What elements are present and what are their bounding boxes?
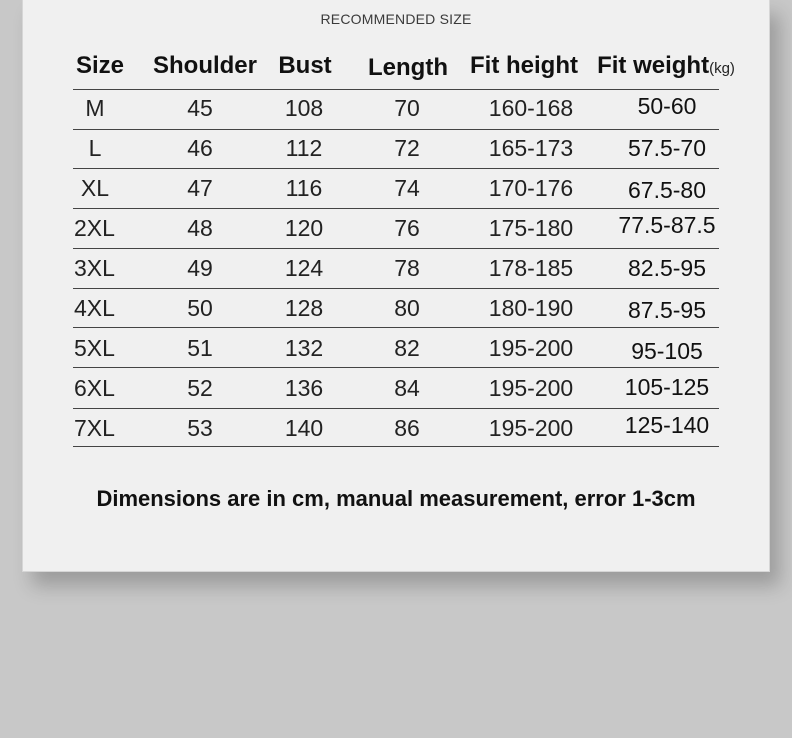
cell-length: 78 xyxy=(394,255,420,281)
cell-fit-height: 175-180 xyxy=(488,215,574,241)
cell-fit-height: 178-185 xyxy=(488,255,574,281)
cell-fit-height: 195-200 xyxy=(488,415,574,441)
cell-length: 72 xyxy=(394,135,420,161)
cell-length: 80 xyxy=(394,295,420,321)
cell-length: 76 xyxy=(394,215,420,241)
row-divider xyxy=(73,408,719,409)
cell-length: 70 xyxy=(394,95,420,121)
cell-bust: 116 xyxy=(285,175,323,201)
header-shoulder: Shoulder xyxy=(152,52,258,79)
cell-fit-height: 195-200 xyxy=(488,335,574,361)
cell-fit-weight: 87.5-95 xyxy=(627,297,707,323)
cell-fit-weight: 50-60 xyxy=(637,93,697,119)
cell-bust: 136 xyxy=(284,375,324,401)
cell-size: M xyxy=(85,95,105,121)
cell-fit-weight: 105-125 xyxy=(624,374,710,400)
cell-fit-weight: 57.5-70 xyxy=(627,135,707,161)
cell-bust: 120 xyxy=(284,215,324,241)
cell-shoulder: 51 xyxy=(187,335,213,361)
cell-bust: 140 xyxy=(284,415,324,441)
header-length: Length xyxy=(368,54,448,81)
cell-bust: 132 xyxy=(284,335,324,361)
cell-shoulder: 49 xyxy=(187,255,213,281)
cell-size: 6XL xyxy=(74,375,115,401)
cell-fit-height: 195-200 xyxy=(488,375,574,401)
cell-size: 2XL xyxy=(74,215,115,241)
cell-fit-weight: 67.5-80 xyxy=(627,177,707,203)
row-divider xyxy=(73,288,719,289)
header-fit-height: Fit height xyxy=(470,52,578,79)
cell-fit-weight: 77.5-87.5 xyxy=(618,212,716,238)
cell-fit-height: 160-168 xyxy=(488,95,574,121)
header-fit-weight-unit: (kg) xyxy=(709,60,735,77)
header-bust: Bust xyxy=(278,52,332,79)
row-divider xyxy=(73,129,719,130)
header-fit-weight xyxy=(597,52,735,80)
header-size: Size xyxy=(75,52,125,79)
cell-shoulder: 45 xyxy=(187,95,213,121)
cell-shoulder: 53 xyxy=(187,415,213,441)
cell-fit-height: 165-173 xyxy=(488,135,574,161)
measurement-footnote: Dimensions are in cm, manual measurement, error 1-3cm xyxy=(96,486,696,511)
cell-fit-weight: 125-140 xyxy=(624,412,710,438)
row-divider xyxy=(73,168,719,169)
cell-size: 4XL xyxy=(74,295,115,321)
cell-shoulder: 52 xyxy=(187,375,213,401)
size-chart-card xyxy=(22,0,770,572)
cell-length: 86 xyxy=(394,415,420,441)
header-fit-weight-label: Fit weight xyxy=(597,52,710,79)
row-divider xyxy=(73,248,719,249)
cell-shoulder: 47 xyxy=(187,175,213,201)
cell-shoulder: 48 xyxy=(187,215,213,241)
row-divider xyxy=(73,446,719,447)
cell-size: L xyxy=(88,135,102,161)
cell-length: 74 xyxy=(394,175,420,201)
cell-size: 5XL xyxy=(74,335,115,361)
cell-fit-height: 170-176 xyxy=(488,175,574,201)
cell-size: XL xyxy=(80,175,110,201)
cell-shoulder: 50 xyxy=(187,295,213,321)
cell-bust: 108 xyxy=(284,95,324,121)
cell-length: 84 xyxy=(394,375,420,401)
cell-shoulder: 46 xyxy=(187,135,213,161)
cell-bust: 112 xyxy=(285,135,323,161)
cell-size: 3XL xyxy=(74,255,115,281)
chart-heading: RECOMMENDED SIZE xyxy=(320,11,472,27)
row-divider xyxy=(73,367,719,368)
row-divider xyxy=(73,89,719,90)
cell-fit-weight: 82.5-95 xyxy=(627,255,707,281)
row-divider xyxy=(73,327,719,328)
cell-length: 82 xyxy=(394,335,420,361)
cell-size: 7XL xyxy=(74,415,115,441)
cell-bust: 124 xyxy=(284,255,324,281)
cell-fit-weight: 95-105 xyxy=(631,338,703,364)
cell-bust: 128 xyxy=(284,295,324,321)
cell-fit-height: 180-190 xyxy=(488,295,574,321)
row-divider xyxy=(73,208,719,209)
